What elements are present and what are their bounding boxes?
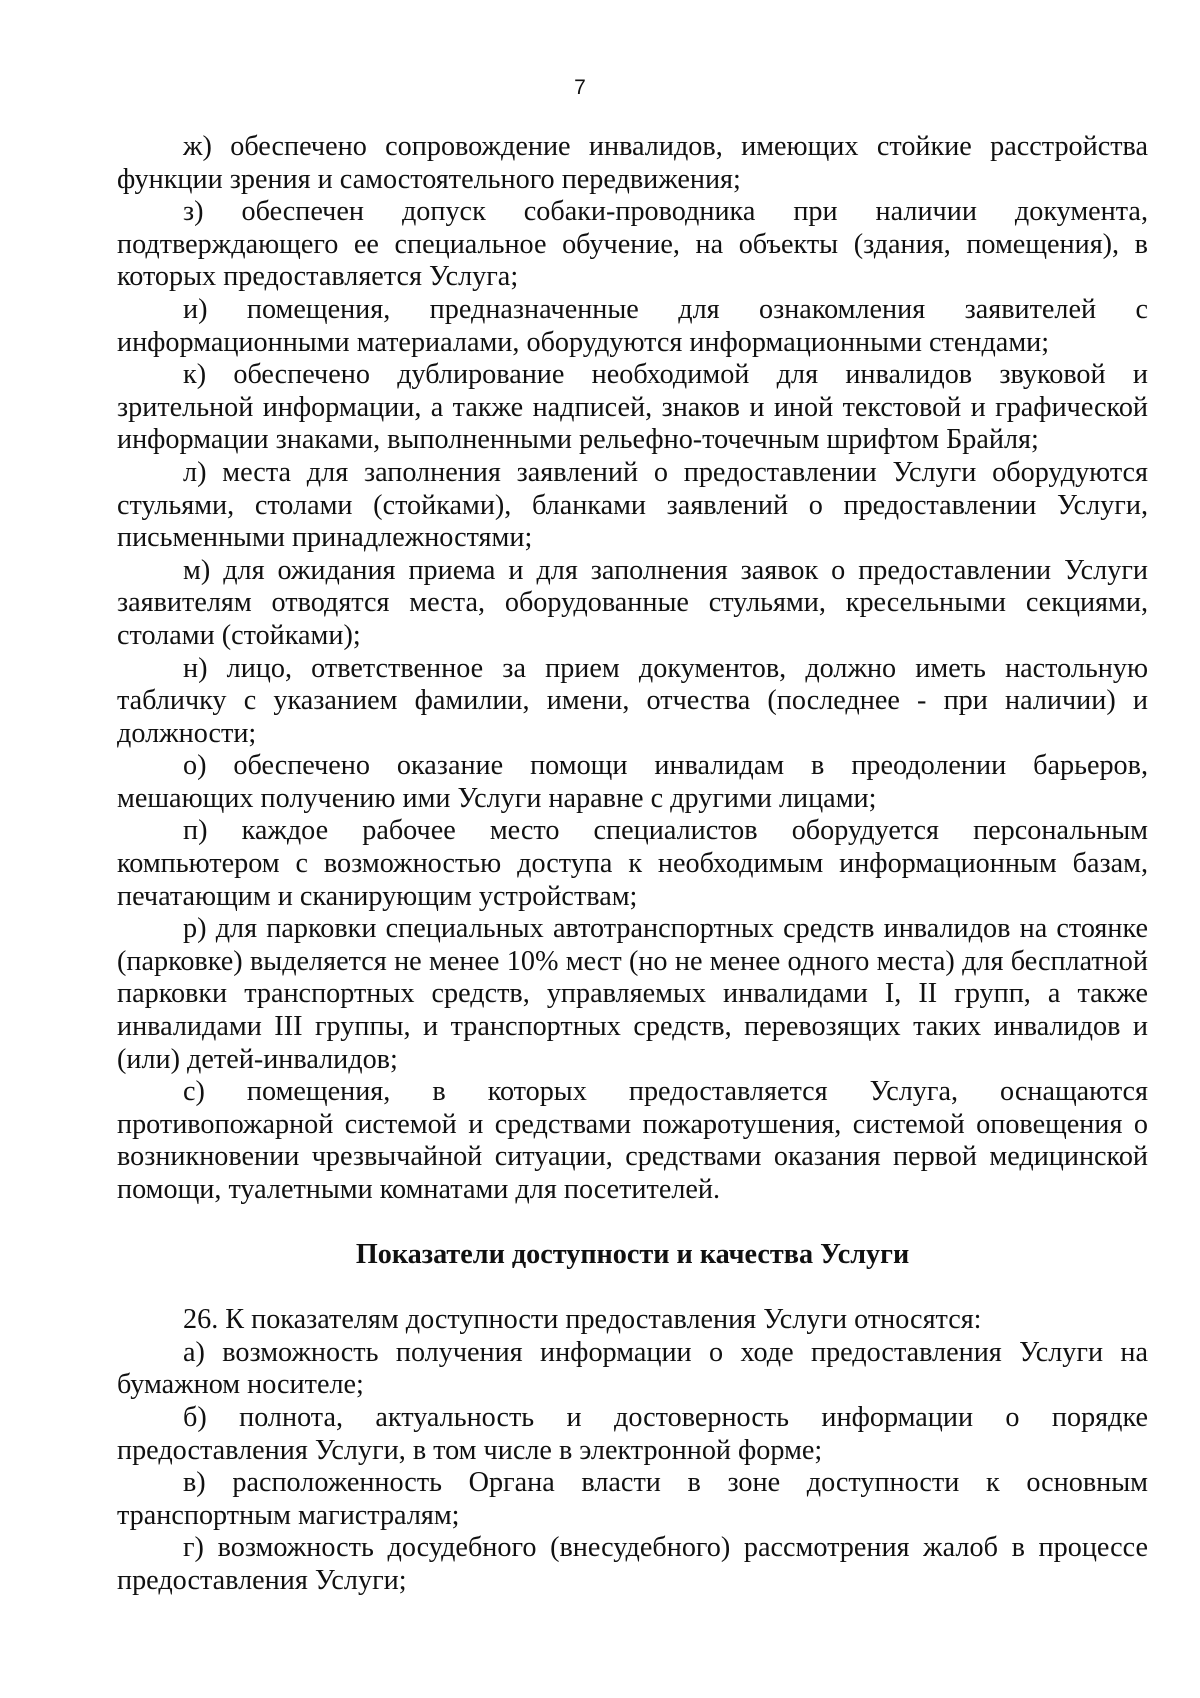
list-item-p: п) каждое рабочее место специалистов оборудуется персональным компьютером с возможностью доступа к необходимым информационным базам, печатающим и сканирующим устройствам; <box>117 815 1148 912</box>
list-item-s: с) помещения, в которых предоставляется Услуга, оснащаются противопожарной системой и средствами пожаротушения, системой оповещения о возникновении чрезвычайной ситуации, средствами оказания первой медицинской помощи, туалетными комнатами для посетителей. <box>117 1076 1148 1205</box>
list-item-o: о) обеспечено оказание помощи инвалидам в преодолении барьеров, мешающих получению ими Услуги наравне с другими лицами; <box>117 750 1148 814</box>
list-item-z: з) обеспечен допуск собаки-проводника при наличии документа, подтверждающего ее специальное обучение, на объекты (здания, помещения), в которых предоставляется Услуга; <box>117 196 1148 293</box>
list-item-g: г) возможность досудебного (внесудебного) рассмотрения жалоб в процессе предоставления Услуги; <box>117 1532 1148 1596</box>
list-item-zh: ж) обеспечено сопровождение инвалидов, имеющих стойкие расстройства функции зрения и самостоятельного передвижения; <box>117 131 1148 195</box>
list-item-k: к) обеспечено дублирование необходимой для инвалидов звуковой и зрительной информации, а также надписей, знаков и иной текстовой и графической информации знаками, выполненными рельефно-точечным шрифтом Брайля; <box>117 359 1148 456</box>
list-item-l: л) места для заполнения заявлений о предоставлении Услуги оборудуются стульями, столами (стойками), бланками заявлений о предоставлении Услуги, письменными принадлежностями; <box>117 456 1148 554</box>
page-number: 7 <box>574 76 586 99</box>
list-item-m: м) для ожидания приема и для заполнения заявок о предоставлении Услуги заявителям отводятся места, оборудованные стульями, кресельными секциями, столами (стойками); <box>117 554 1148 651</box>
list-item-i: и) помещения, предназначенные для ознакомления заявителей с информационными материалами, оборудуются информационными стендами; <box>117 293 1148 358</box>
list-item-v: в) расположенность Органа власти в зоне доступности к основным транспортным магистралям; <box>117 1467 1148 1531</box>
list-item-n: н) лицо, ответственное за прием документов, должно иметь настольную табличку с указанием фамилии, имени, отчества (последнее - при наличии) и должности; <box>117 652 1148 749</box>
clause-26: 26. К показателям доступности предоставления Услуги относятся: <box>183 1304 982 1336</box>
list-item-a: а) возможность получения информации о ходе предоставления Услуги на бумажном носителе; <box>117 1336 1148 1401</box>
list-item-b: б) полнота, актуальность и достоверность информации о порядке предоставления Услуги, в том числе в электронной форме; <box>117 1401 1148 1466</box>
list-item-r: р) для парковки специальных автотранспортных средств инвалидов на стоянке (парковке) выделяется не менее 10% мест (но не менее одного места) для бесплатной парковки транспортных средств, управляемых инвалидами I, II групп, а также инвалидами III группы, и транспортных средств, перевозящих таких инвалидов и (или) детей-инвалидов; <box>117 913 1148 1075</box>
document-body <box>117 131 1148 1598</box>
section-heading: Показатели доступности и качества Услуги <box>355 1238 910 1270</box>
